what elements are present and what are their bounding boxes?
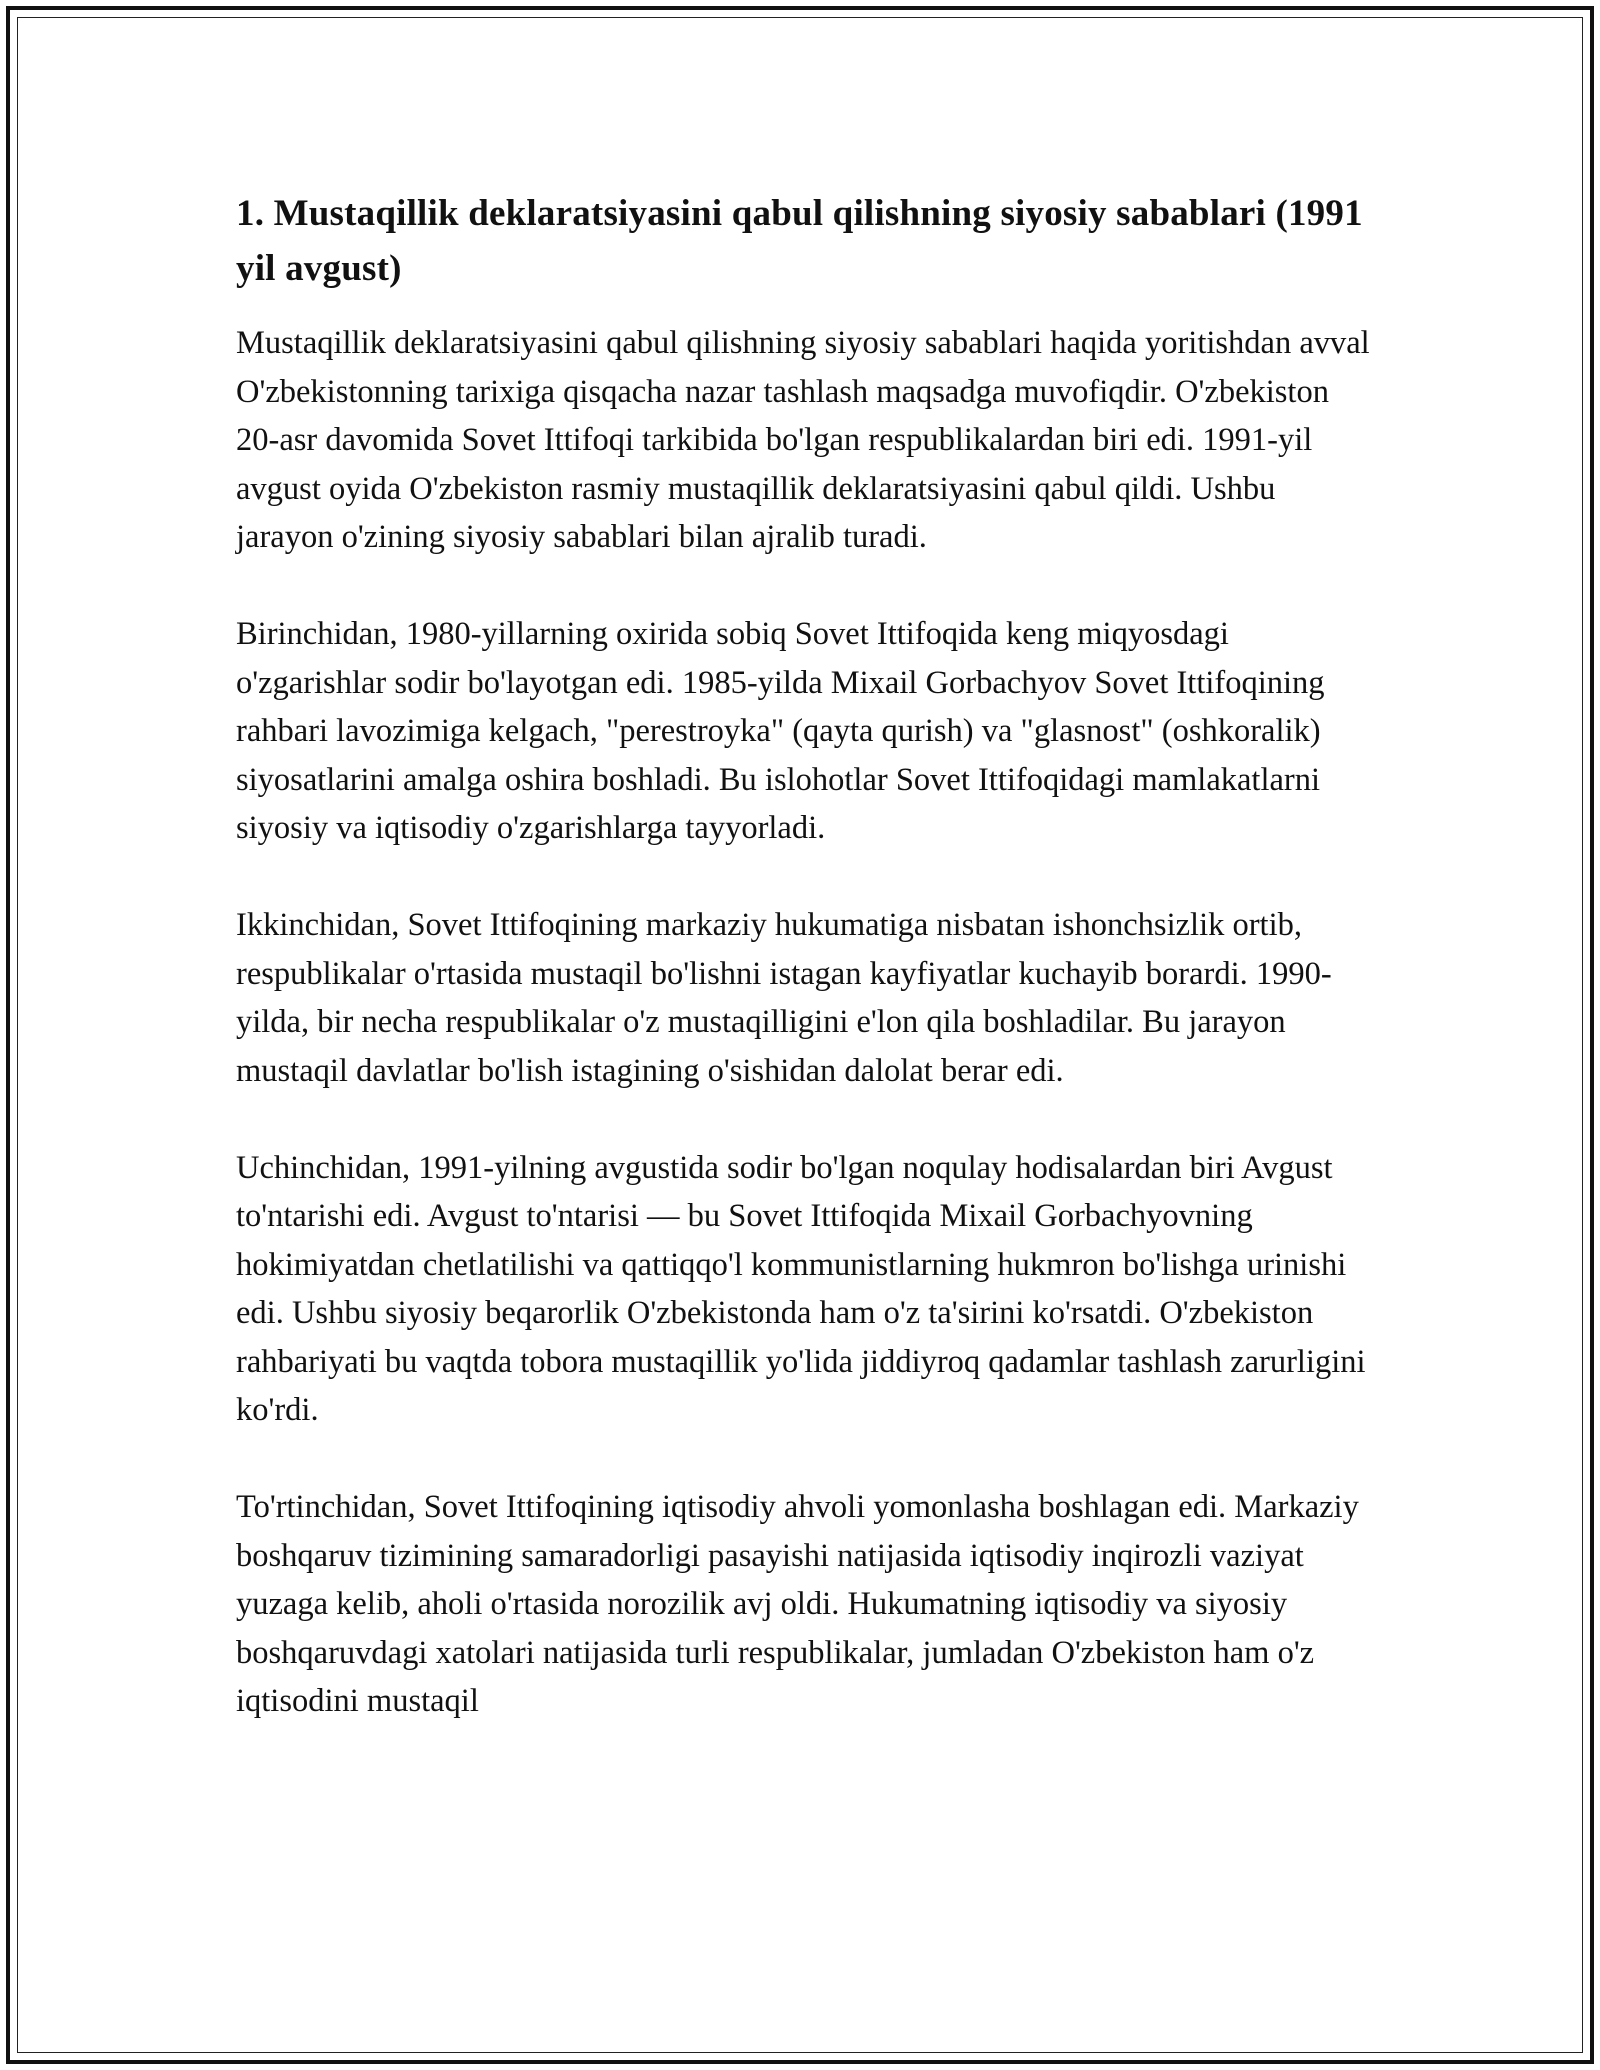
paragraph-third-reason: Uchinchidan, 1991-yilning avgustida sodir bo'lgan noqulay hodisalardan biri Avgust to'ntarishi edi. Avgust to'ntarisi — bu Sovet Ittifoqida Mixail Gorbachyovning hokimiyatdan chetlatilishi va qattiqqo'l kommunistlarning hukmron bo'lishga urinishi edi. Ushbu siyosiy beqarorlik O'zbekistonda ham o'z ta'sirini ko'rsatdi. O'zbekiston rahbariyati bu vaqtda tobora mustaqillik yo'lida jiddiyroq qadamlar tashlash zarurligini ko'rdi. (236, 1149, 1366, 1428)
paragraph-second-reason: Ikkinchidan, Sovet Ittifoqining markaziy hukumatiga nisbatan ishonchsizlik ortib, respublikalar o'rtasida mustaqil bo'lishni istagan kayfiyatlar kuchayib borardi. 1990-yilda, bir necha respublikalar o'z mustaqilligini e'lon qila boshladilar. Bu jarayon mustaqil davlatlar bo'lish istagining o'sishidan dalolat berar edi. (236, 907, 1332, 1089)
document-body (236, 186, 1376, 1726)
section-heading: 1. Mustaqillik deklaratsiyasini qabul qilishning siyosiy sabablari (1991 yil avgust) (236, 193, 1363, 289)
paragraph-first-reason: Birinchidan, 1980-yillarning oxirida sobiq Sovet Ittifoqida keng miqyosdagi o'zgarishlar sodir bo'layotgan edi. 1985-yilda Mixail Gorbachyov Sovet Ittifoqining rahbari lavozimiga kelgach, "perestroyka" (qayta qurish) va "glasnost" (oshkoralik) siyosatlarini amalga oshira boshladi. Bu islohotlar Sovet Ittifoqidagi mamlakatlarni siyosiy va iqtisodiy o'zgarishlarga tayyorladi. (236, 616, 1325, 846)
paragraph-intro: Mustaqillik deklaratsiyasini qabul qilishning siyosiy sabablari haqida yoritishdan avval O'zbekistonning tarixiga qisqacha nazar tashlash maqsadga muvofiqdir. O'zbekiston 20-asr davomida Sovet Ittifoqi tarkibida bo'lgan respublikalardan biri edi. 1991-yil avgust oyida O'zbekiston rasmiy mustaqillik deklaratsiyasini qabul qildi. Ushbu jarayon o'zining siyosiy sabablari bilan ajralib turadi. (236, 325, 1370, 555)
paragraph-fourth-reason: To'rtinchidan, Sovet Ittifoqining iqtisodiy ahvoli yomonlasha boshlagan edi. Markaziy boshqaruv tizimining samaradorligi pasayishi natijasida iqtisodiy inqirozli vaziyat yuzaga kelib, aholi o'rtasida norozilik avj oldi. Hukumatning iqtisodiy va siyosiy boshqaruvdagi xatolari natijasida turli respublikalar, jumladan O'zbekiston ham o'z iqtisodini mustaqil (236, 1489, 1359, 1719)
